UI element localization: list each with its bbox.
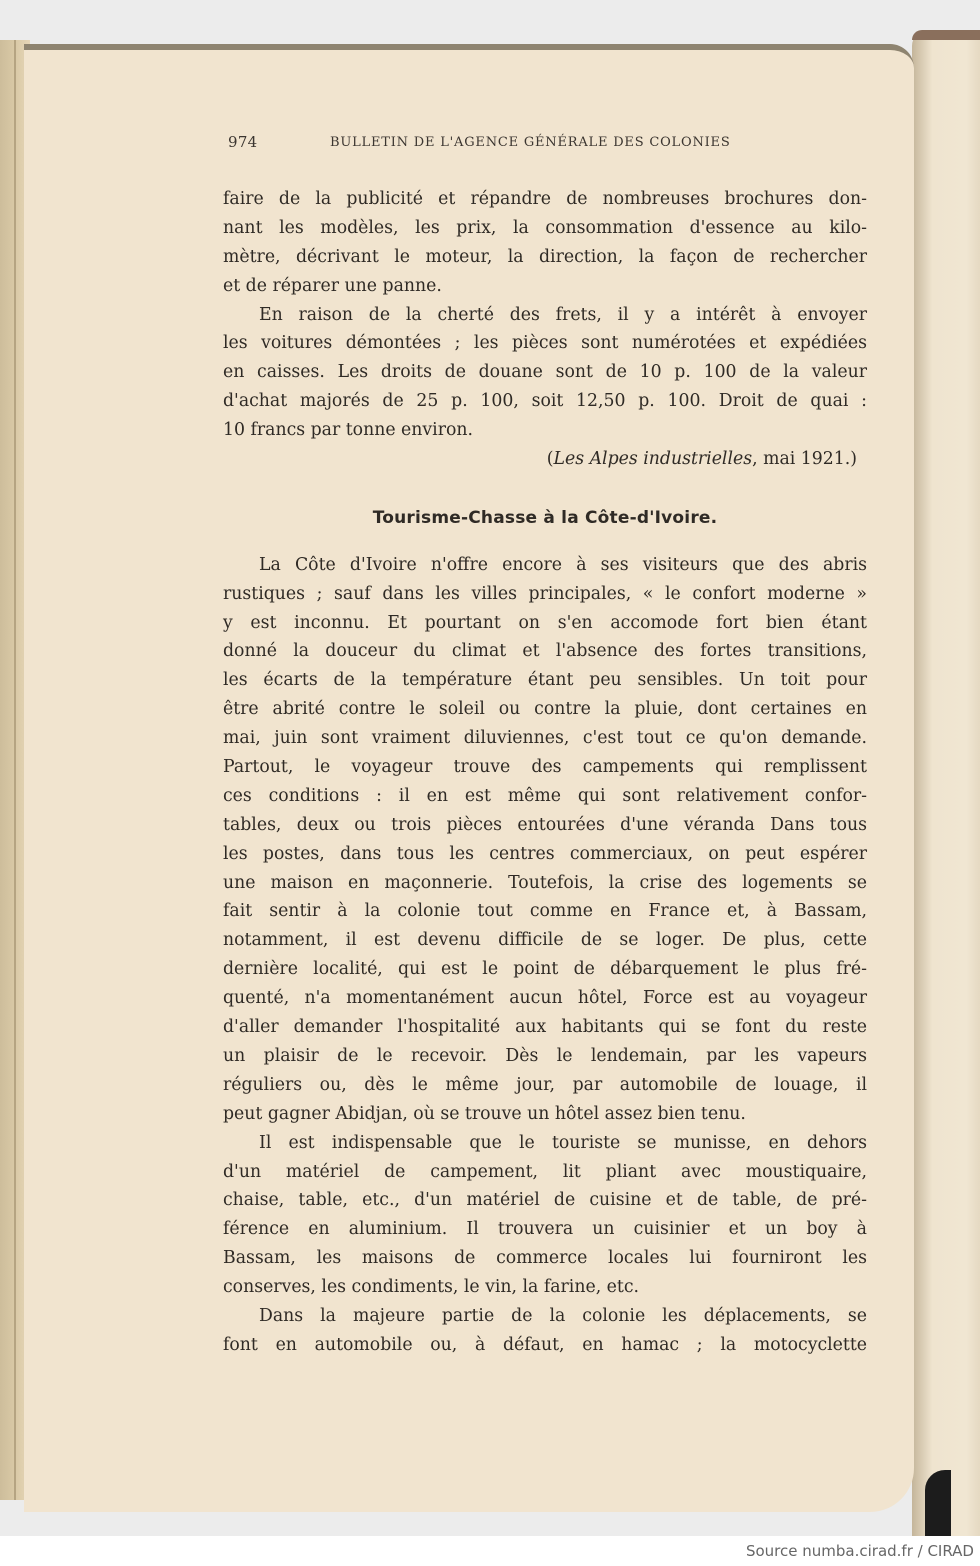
text-line: et de réparer une panne. — [223, 275, 442, 296]
section-paragraph-2 — [223, 1129, 867, 1302]
page-number: 974 — [228, 133, 258, 151]
text-line: dernière localité, qui est le point de débarquement le plus fré- — [223, 959, 867, 980]
text-line: un plaisir de le recevoir. Dès le lendemain, par les vapeurs — [223, 1045, 867, 1066]
text-line: En raison de la cherté des frets, il y a intérêt à envoyer — [259, 304, 867, 325]
text-line: Bassam, les maisons de commerce locales lui fourniront les — [223, 1248, 867, 1269]
text-line: réguliers ou, dès le même jour, par automobile de louage, il — [223, 1074, 867, 1095]
source-credit: Source numba.cirad.fr / CIRAD — [745, 1542, 974, 1560]
text-line: d'achat majorés de 25 p. 100, soit 12,50 p. 100. Droit de quai : — [223, 391, 867, 412]
text-line: d'un matériel de campement, lit pliant avec moustiquaire, — [223, 1161, 867, 1182]
text-line: peut gagner Abidjan, où se trouve un hôtel assez bien tenu. — [223, 1103, 746, 1124]
page-edge-right — [912, 30, 980, 1536]
citation-source-title: Les Alpes industrielles — [553, 449, 753, 470]
section-paragraph-1 — [223, 551, 867, 1129]
text-line: y est inconnu. Et pourtant on s'en accomode fort bien étant — [223, 612, 867, 633]
text-line: font en automobile ou, à défaut, en hamac ; la motocyclette — [223, 1334, 867, 1355]
section-heading: Tourisme-Chasse à la Côte-d'Ivoire. — [372, 507, 718, 528]
text-line: Il est indispensable que le touriste se munisse, en dehors — [259, 1132, 867, 1153]
running-title: BULLETIN DE L'AGENCE GÉNÉRALE DES COLONIES — [330, 135, 731, 150]
text-line: être abrité contre le soleil ou contre la pluie, dont certaines en — [223, 699, 867, 720]
text-line: nant les modèles, les prix, la consommation d'essence au kilo- — [223, 217, 867, 238]
text-line: fait sentir à la colonie tout comme en France et, à Bassam, — [223, 901, 867, 922]
text-line: 10 francs par tonne environ. — [223, 420, 473, 441]
continuation-paragraph — [223, 185, 867, 301]
text-line: notamment, il est devenu difficile de se loger. De plus, cette — [223, 930, 867, 951]
text-line: mètre, décrivant le moteur, la direction, la façon de rechercher — [223, 246, 867, 267]
text-line: ces conditions : il en est même qui sont relativement confor- — [223, 785, 867, 806]
text-line: d'aller demander l'hospitalité aux habitants qui se font du reste — [223, 1017, 867, 1038]
text-line: Dans la majeure partie de la colonie les déplacements, se — [259, 1305, 867, 1326]
text-line: mai, juin sont vraiment diluviennes, c'est tout ce qu'on demande. — [223, 728, 867, 749]
text-line: une maison en maçonnerie. Toutefois, la crise des logements se — [223, 872, 867, 893]
text-line: conserves, les condiments, le vin, la farine, etc. — [223, 1277, 640, 1298]
book-cover-edge — [925, 1470, 951, 1536]
text-line: Partout, le voyageur trouve des campements qui remplissent — [223, 757, 867, 778]
freight-paragraph — [223, 301, 867, 445]
text-line: les écarts de la température étant peu sensibles. Un toit pour — [223, 670, 867, 691]
text-line: chaise, table, etc., d'un matériel de cuisine et de table, de pré- — [223, 1190, 867, 1211]
text-line: les postes, dans tous les centres commerciaux, on peut espérer — [223, 843, 867, 864]
text-line: donné la douceur du climat et l'absence des fortes transitions, — [223, 641, 867, 662]
text-line: tables, deux ou trois pièces entourées d'une véranda Dans tous — [223, 814, 867, 835]
text-line: quenté, n'a momentanément aucun hôtel, Force est au voyageur — [223, 988, 867, 1009]
text-line: rustiques ; sauf dans les villes principales, « le confort moderne » — [223, 583, 867, 604]
page-body — [223, 185, 867, 1360]
text-line: faire de la publicité et répandre de nombreuses brochures don- — [223, 189, 867, 209]
section-paragraph-3 — [223, 1302, 867, 1360]
text-line: La Côte d'Ivoire n'offre encore à ses visiteurs que des abris — [259, 554, 867, 575]
text-line: en caisses. Les droits de douane sont de 10 p. 100 de la valeur — [223, 362, 867, 383]
citation: (Les Alpes industrielles, mai 1921.) — [546, 449, 857, 470]
text-line: les voitures démontées ; les pièces sont numérotées et expédiées — [223, 333, 867, 354]
text-line: férence en aluminium. Il trouvera un cuisinier et un boy à — [223, 1219, 867, 1240]
